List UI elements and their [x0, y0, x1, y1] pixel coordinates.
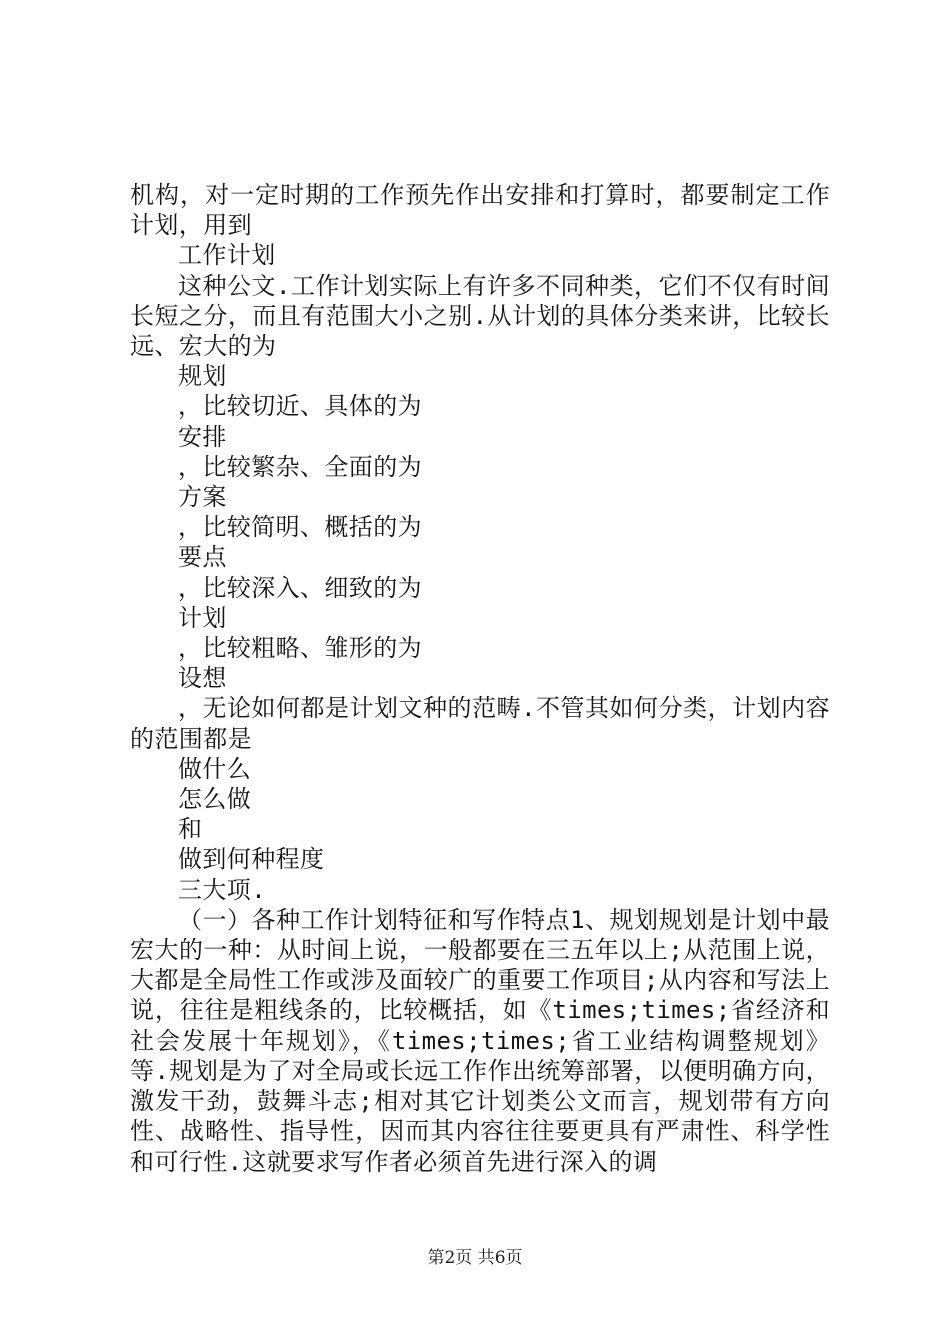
- paragraph: 和: [178, 815, 203, 844]
- paragraph: 规划: [178, 362, 227, 391]
- paragraph: 这种公文.工作计划实际上有许多不同种类，它们不仅有时间长短之分，而且有范围大小之别.从计划的具体分类来讲，比较长远、宏大的为: [130, 271, 830, 361]
- paragraph: 怎么做: [178, 785, 252, 814]
- paragraph: 做什么: [178, 754, 252, 783]
- paragraph: 工作计划: [178, 241, 276, 270]
- page-footer: 第2页 共6页: [427, 1248, 523, 1268]
- paragraph: ，比较繁杂、全面的为: [178, 452, 422, 481]
- paragraph: ，比较深入、细致的为: [178, 573, 422, 602]
- paragraph: 计划: [178, 603, 227, 632]
- paragraph: 三大项.: [178, 875, 267, 904]
- paragraph: 安排: [178, 422, 227, 451]
- paragraph: （一）各种工作计划特征和写作特点1、规划规划是计划中最宏大的一种：从时间上说，一般都要在三五年以上;从范围上说，大都是全局性工作或涉及面较广的重要工作项目;从内容和写法上说，往往是粗线条的，比较概括，如《times;times;省经济和社会发展十年规划》，《times;times;省工业结构调整规划》等.规划是为了对全局或长远工作作出统筹部署，以便明确方向，激发干劲，鼓舞斗志;相对其它计划类公文而言，规划带有方向性、战略性、指导性，因而其内容往往要更具有严肃性、科学性和可行性.这就要求写作者必须首先进行深入的调: [130, 905, 830, 1176]
- paragraph: 要点: [178, 543, 227, 572]
- paragraph: ，无论如何都是计划文种的范畴.不管其如何分类，计划内容的范围都是: [130, 694, 830, 753]
- paragraph: 设想: [178, 664, 227, 693]
- paragraph: 机构，对一定时期的工作预先作出安排和打算时，都要制定工作计划，用到: [130, 181, 830, 240]
- document-body: [130, 180, 830, 1177]
- paragraph: 方案: [178, 483, 227, 512]
- paragraph: ，比较简明、概括的为: [178, 513, 422, 542]
- paragraph: 做到何种程度: [178, 845, 325, 874]
- paragraph: ，比较切近、具体的为: [178, 392, 422, 421]
- paragraph: ，比较粗略、雏形的为: [178, 634, 422, 663]
